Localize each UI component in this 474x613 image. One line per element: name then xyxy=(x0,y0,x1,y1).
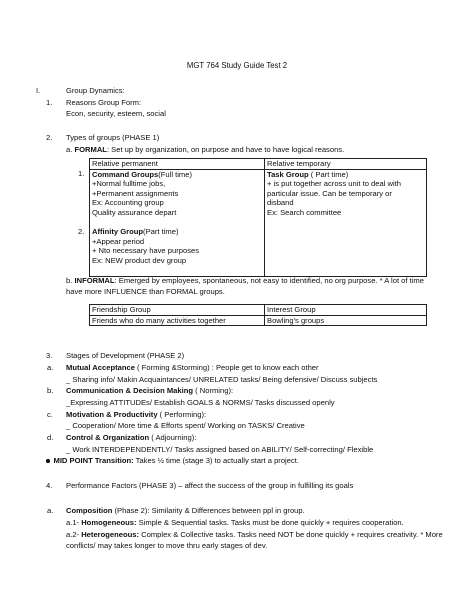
interest-group-header: Interest Group xyxy=(265,305,427,316)
item-4-number: 4. xyxy=(46,481,53,490)
item-3-number: 3. xyxy=(46,351,53,360)
bullet-icon xyxy=(46,459,50,463)
informal-line-2: have more INFLUENCE than FORMAL groups. xyxy=(66,287,225,296)
formal-line xyxy=(66,145,344,155)
formal-groups-table xyxy=(89,158,427,277)
stage-a-term: Mutual Acceptance xyxy=(66,363,135,372)
stage-d-line xyxy=(66,433,196,443)
temporary-groups-cell xyxy=(265,169,427,276)
header-relative-temporary: Relative temporary xyxy=(265,159,427,170)
stage-c-line xyxy=(66,410,206,420)
homogeneous-term: Homogeneous: xyxy=(81,518,137,527)
composition-prefix: a. xyxy=(47,506,54,515)
command-line: +Permanent assignments xyxy=(92,188,179,198)
task-line: + is put together across unit to deal with xyxy=(267,179,402,189)
homogeneous-prefix: a.1- xyxy=(66,518,82,527)
item-1-detail: Econ, security, esteem, social xyxy=(66,109,166,118)
section-number: I. xyxy=(36,86,41,95)
formal-term: FORMAL xyxy=(74,145,107,154)
affinity-line: Ex: NEW product dev group xyxy=(92,255,187,265)
affinity-line: + Nto necessary have purposes xyxy=(92,246,200,256)
item-3-label: Stages of Development (PHASE 2) xyxy=(66,351,185,360)
midpoint-term: MID POINT Transition: xyxy=(53,456,134,465)
homogeneous-line xyxy=(66,518,404,528)
item-4-label: Performance Factors (PHASE 3) – affect the success of the group in fulfilling its goals xyxy=(66,481,354,490)
midpoint-text: Takes ½ time (stage 3) to actually start a project. xyxy=(133,456,299,465)
task-group-title: Task Group xyxy=(267,169,309,179)
heterogeneous-line xyxy=(66,530,443,540)
stage-d-term: Control & Organization xyxy=(66,433,150,442)
permanent-groups-cell xyxy=(90,169,265,276)
informal-groups-table xyxy=(89,304,427,326)
command-line: Ex: Accounting group xyxy=(92,198,164,208)
composition-line xyxy=(66,506,305,516)
stage-d-prefix: d. xyxy=(47,433,54,442)
stage-a-text: ( Forming &Storming) : People get to know each other xyxy=(134,363,319,372)
formal-prefix: a. xyxy=(66,145,73,154)
document-title: MGT 764 Study Guide Test 2 xyxy=(186,61,288,70)
stage-a-line xyxy=(66,363,319,373)
formal-definition: : Set up by organization, on purpose and have to have logical reasons. xyxy=(106,145,345,154)
header-relative-permanent: Relative permanent xyxy=(90,159,265,170)
informal-line-1 xyxy=(66,276,424,286)
homogeneous-text: Simple & Sequential tasks. Tasks must be done quickly + requires cooperation. xyxy=(136,518,404,527)
command-groups-suffix: (Full time) xyxy=(158,169,192,179)
heterogeneous-term: Heterogeneous: xyxy=(81,530,140,539)
command-line: Quality assurance depart xyxy=(92,207,177,217)
informal-prefix: b. xyxy=(66,276,73,285)
affinity-group-suffix: (Part time) xyxy=(143,227,179,237)
stage-d-text: ( Adjourning): xyxy=(149,433,197,442)
stage-b-line xyxy=(66,386,233,396)
affinity-group-title: Affinity Group xyxy=(92,227,144,237)
stage-c-prefix: c. xyxy=(47,410,53,419)
item-1-number: 1. xyxy=(46,98,53,107)
stage-a-detail: _ Sharing info/ Makin Acquaintances/ UNRELATED tasks/ Being defensive/ Discuss subjects xyxy=(66,375,378,384)
item-2-number: 2. xyxy=(46,133,53,142)
stage-c-text: ( Performing): xyxy=(157,410,207,419)
stage-b-detail: _Expressing ATTITUDEs/ Establish GOALS & NORMS/ Tasks discussed openly xyxy=(66,398,335,407)
heterogeneous-prefix: a.2- xyxy=(66,530,82,539)
stage-c-term: Motivation & Productivity xyxy=(66,410,158,419)
stage-a-prefix: a. xyxy=(47,363,54,372)
task-line: particular issue. Can be temporary or xyxy=(267,188,392,198)
command-line: +Normal fulltime jobs, xyxy=(92,179,166,189)
task-line: disband xyxy=(267,198,294,208)
heterogeneous-text: Complex & Collective tasks. Tasks need NOT be done quickly + requires creativity. * More xyxy=(139,530,443,539)
composition-text: (Phase 2): Similarity & Differences between ppl in group. xyxy=(112,506,305,515)
heterogeneous-line-2: conflicts/ may takes longer to move thru early stages of dev. xyxy=(66,541,268,550)
composition-term: Composition xyxy=(66,506,113,515)
item-2-label: Types of groups (PHASE 1) xyxy=(66,133,160,142)
command-groups-number: 1. xyxy=(78,169,85,178)
interest-group-example: Bowling's groups xyxy=(265,315,427,326)
stage-c-detail: _ Cooperation/ More time & Efforts spent/ Working on TASKS/ Creative xyxy=(66,421,305,430)
item-1-label: Reasons Group Form: xyxy=(66,98,142,107)
task-line: Ex: Search committee xyxy=(267,207,342,217)
stage-b-term: Communication & Decision Making xyxy=(66,386,193,395)
stage-b-text: ( Norming): xyxy=(193,386,234,395)
task-group-suffix: ( Part time) xyxy=(308,169,349,179)
affinity-group-number: 2. xyxy=(78,227,85,236)
friendship-group-header: Friendship Group xyxy=(90,305,265,316)
informal-term: INFORMAL xyxy=(74,276,115,285)
affinity-line: +Appear period xyxy=(92,236,145,246)
command-groups-title: Command Groups xyxy=(92,169,159,179)
midpoint-line xyxy=(46,456,299,466)
section-heading: Group Dynamics: xyxy=(66,86,125,95)
informal-definition: : Emerged by employees, spontaneous, not easy to identified, no org purpose. * A lot of time xyxy=(114,276,424,285)
stage-d-detail: _ Work INTERDEPENDENTLY/ Tasks assigned based on ABILITY/ Self-correcting/ Flexible xyxy=(66,445,374,454)
stage-b-prefix: b. xyxy=(47,386,54,395)
friendship-group-example: Friends who do many activities together xyxy=(90,315,265,326)
